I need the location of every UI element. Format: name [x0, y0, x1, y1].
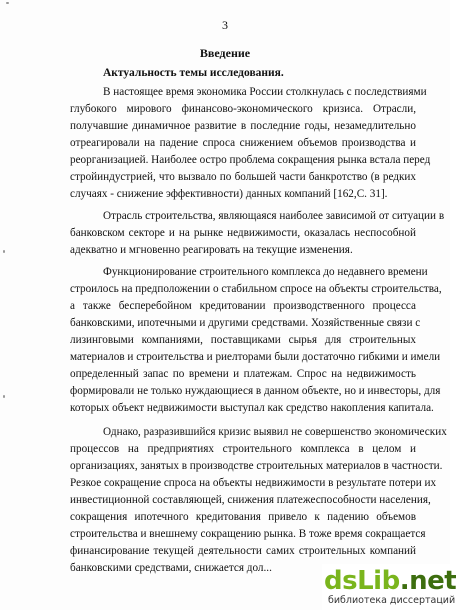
text-line: В настоящее время экономика России столкнулась с последствиями [103, 86, 427, 98]
text-line: материалов и строительства и риелторами были достаточно гибкими и имели [70, 351, 441, 363]
scan-speck [3, 250, 5, 253]
text-line: Функционирование строительного комплекса до недавнего времени [103, 266, 428, 278]
text-line: Резкое сокращение спроса на объекты недвижимости в результате потери их [70, 477, 437, 489]
section-subheading: Актуальность темы исследования. [103, 67, 284, 79]
text-line: реорганизацией. Наиболее остро проблема сокращения рынка встала перед [70, 154, 431, 166]
text-line: адекватно и мгновенно реагировать на текущие изменения. [70, 244, 353, 256]
text-line: получавшие динамичное развитие в последние годы, незамедлительно [70, 120, 416, 132]
watermark-logo-text [324, 566, 456, 596]
watermark-logo-tld: .net [399, 566, 456, 596]
text-line: формировали не только нуждающиеся в данном объекте, но и инвесторы, для [70, 385, 441, 397]
text-line: стройиндустрией, что вызвало по большей части банкротство (в редких [70, 171, 416, 183]
text-line: строительства и внешнему сокращению рынка. В тоже время сокращается [70, 528, 426, 540]
watermark-logo-main: dsLib [324, 566, 400, 596]
text-line: инвестиционной составляющей, снижения платежеспособности населения, [70, 494, 431, 506]
section-heading: Введение [199, 46, 251, 60]
text-line: которых объект недвижимости выступал как средство накопления капитала. [70, 402, 434, 414]
text-line: отреагировали на падение спроса снижением объемов производства и [70, 137, 416, 149]
text-line: глубокого мирового финансово-экономического кризиса. Отрасли, [70, 103, 416, 115]
page-number: 3 [222, 18, 228, 32]
text-line: определенный запас по времени и платежам. Спрос на недвижимость [70, 368, 416, 380]
text-line: банковскими, ипотечными и другими средствами. Хозяйственные связи с [70, 317, 421, 329]
text-line: лизинговыми компаниями, поставщиками сырья для строительных [70, 334, 416, 346]
text-line: банковскими средствами, снижается дол... [70, 562, 272, 574]
text-line: процессов на предприятиях строительного комплекса в целом и [70, 443, 416, 455]
text-line: банковском секторе и на рынке недвижимости, оказалась неспособной [70, 227, 416, 239]
watermark-logo [322, 564, 456, 610]
watermark-tagline: библиотека диссертаций [328, 595, 456, 606]
text-line: сокращения ипотечного кредитования привело к падению объемов [70, 511, 416, 523]
text-line: финансирование текущей деятельности самих строительных компаний [70, 545, 416, 557]
text-line: Однако, разразившийся кризис выявил не совершенство экономических [103, 426, 447, 438]
text-line: Отрасль строительства, являющаяся наиболее зависимой от ситуации в [103, 210, 445, 222]
text-line: случаях - снижение эффективности) данных компаний [162,С. 31]. [70, 188, 388, 200]
scan-speck [6, 2, 9, 4]
text-line: организациях, занятых в производстве строительных материалов в частности. [70, 460, 443, 472]
text-line: строилось на предположении о стабильном спросе на объекты строительства, [70, 283, 442, 295]
scan-speck [3, 395, 5, 398]
text-line: а также бесперебойном кредитовании производственного процесса [70, 300, 416, 312]
